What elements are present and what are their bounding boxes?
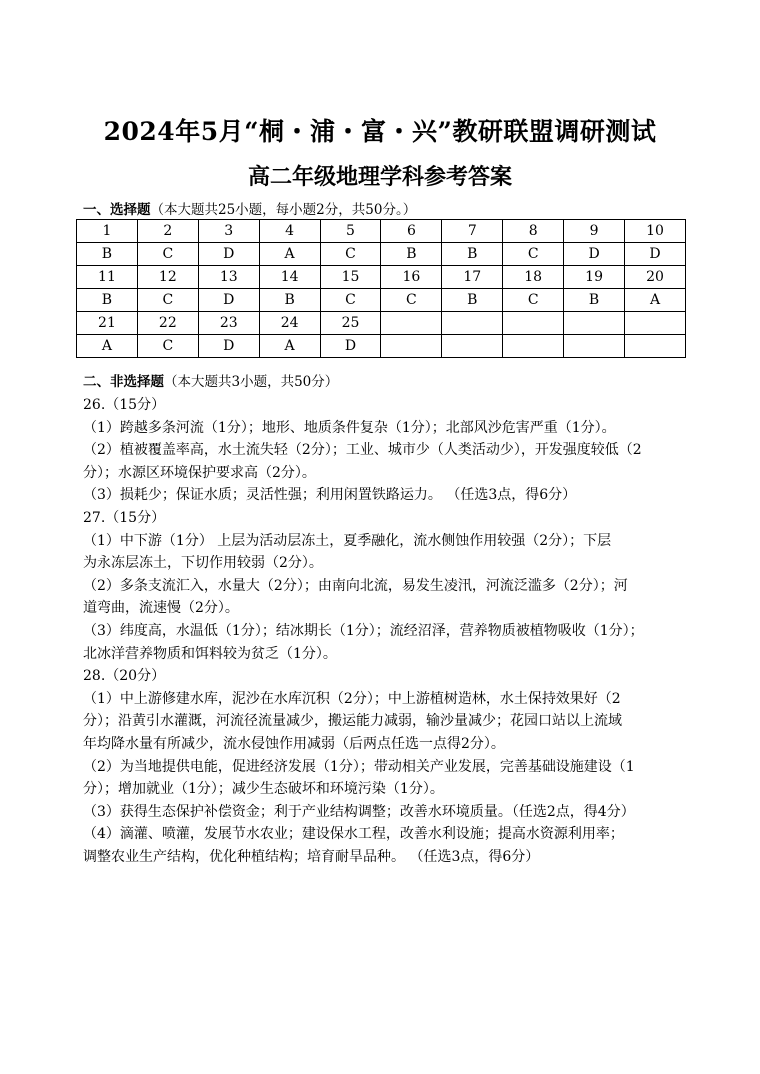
table-cell: C: [381, 289, 442, 312]
table-cell: 2: [137, 220, 198, 243]
table-cell: [381, 335, 442, 358]
table-cell: A: [625, 289, 686, 312]
table-cell: [503, 312, 564, 335]
answer-line: 27.（15分）: [83, 509, 166, 526]
table-cell: D: [198, 335, 259, 358]
table-cell: C: [137, 289, 198, 312]
table-row: [77, 312, 686, 335]
table-cell: D: [625, 243, 686, 266]
table-cell: C: [503, 289, 564, 312]
answer-line: 为永冻层冻土，下切作用较弱（2分）。: [83, 555, 323, 572]
table-cell: 14: [259, 266, 320, 289]
answer-line: （2）植被覆盖率高，水土流失轻（2分）；工业、城市少（人类活动少），开发强度较低（2: [83, 442, 642, 459]
table-cell: [503, 335, 564, 358]
table-cell: 15: [320, 266, 381, 289]
answer-line: 分）；水源区环境保护要求高（2分）。: [83, 464, 316, 481]
table-cell: [381, 312, 442, 335]
table-cell: 13: [198, 266, 259, 289]
table-row: [77, 289, 686, 312]
table-cell: 7: [442, 220, 503, 243]
answer-line: 道弯曲，流速慢（2分）。: [83, 600, 239, 617]
table-cell: 6: [381, 220, 442, 243]
table-cell: D: [564, 243, 625, 266]
table-cell: A: [77, 335, 138, 358]
table-row: [77, 335, 686, 358]
table-cell: [442, 335, 503, 358]
table-cell: C: [320, 289, 381, 312]
answer-line: 分）；增加就业（1分）；减少生态破坏和环境污染（1分）。: [83, 781, 444, 798]
answer-line: （1）中下游（1分） 上层为活动层冻土，夏季融化，流水侧蚀作用较强（2分）；下层: [83, 532, 612, 549]
table-cell: 11: [77, 266, 138, 289]
table-cell: [564, 312, 625, 335]
answer-line: （1）跨越多条河流（1分）；地形、地质条件复杂（1分）；北部风沙危害严重（1分）。: [83, 419, 616, 436]
table-cell: 18: [503, 266, 564, 289]
section-2-heading: [83, 370, 338, 390]
table-cell: C: [137, 243, 198, 266]
table-cell: 19: [564, 266, 625, 289]
table-cell: 1: [77, 220, 138, 243]
section-1-heading: [83, 198, 416, 218]
table-cell: B: [564, 289, 625, 312]
table-cell: 16: [381, 266, 442, 289]
section-2-note: （本大题共3小题，共50分）: [164, 374, 339, 390]
section-1-title: 一、选择题: [83, 202, 151, 218]
table-cell: 23: [198, 312, 259, 335]
answer-line: 年均降水量有所减少，流水侵蚀作用减弱（后两点任选一点得2分）。: [83, 735, 505, 752]
table-cell: 10: [625, 220, 686, 243]
table-cell: B: [442, 243, 503, 266]
table-cell: D: [198, 289, 259, 312]
table-cell: 5: [320, 220, 381, 243]
answer-line: 北冰洋营养物质和饵料较为贫乏（1分）。: [83, 645, 337, 662]
table-cell: 9: [564, 220, 625, 243]
table-cell: B: [77, 243, 138, 266]
answer-line: （3）纬度高，水温低（1分）；结冰期长（1分）；流经沼泽，营养物质被植物吸收（1分）；: [83, 622, 644, 639]
table-cell: [625, 312, 686, 335]
table-cell: 8: [503, 220, 564, 243]
answer-line: 调整农业生产结构，优化种植结构；培育耐旱品种。 （任选3点，得6分）: [83, 848, 540, 865]
table-row: [77, 266, 686, 289]
table-cell: 4: [259, 220, 320, 243]
answer-line: 分）；沿黄引水灌溉，河流径流量减少，搬运能力减弱，输沙量减少；花园口站以上流域: [83, 713, 622, 730]
table-cell: D: [198, 243, 259, 266]
table-cell: [564, 335, 625, 358]
answer-table: [76, 219, 686, 358]
table-cell: B: [381, 243, 442, 266]
answer-text: [83, 394, 683, 868]
table-cell: 3: [198, 220, 259, 243]
table-cell: 22: [137, 312, 198, 335]
table-cell: [442, 312, 503, 335]
table-cell: B: [259, 289, 320, 312]
section-2-title: 二、非选择题: [83, 374, 164, 390]
table-cell: B: [442, 289, 503, 312]
document-subtitle: 高二年级地理学科参考答案: [247, 164, 512, 190]
table-cell: C: [137, 335, 198, 358]
answer-line: （2）多条支流汇入，水量大（2分）；由南向北流，易发生凌汛，河流泛滥多（2分）；河: [83, 577, 628, 594]
answer-line: （2）为当地提供电能，促进经济发展（1分）；带动相关产业发展，完善基础设施建设（1: [83, 758, 635, 775]
document-title: 2024年5月“桐・浦・富・兴”教研联盟调研测试: [103, 117, 657, 146]
table-cell: A: [259, 335, 320, 358]
section-1-note: （本大题共25小题，每小题2分，共50分。）: [150, 202, 417, 218]
table-cell: C: [503, 243, 564, 266]
table-cell: 21: [77, 312, 138, 335]
answer-line: （4）滴灌、喷灌，发展节水农业；建设保水工程，改善水利设施；提高水资源利用率；: [83, 826, 624, 843]
answer-line: 28.（20分）: [83, 668, 166, 685]
table-cell: [625, 335, 686, 358]
table-row: [77, 220, 686, 243]
table-cell: C: [320, 243, 381, 266]
table-cell: 12: [137, 266, 198, 289]
table-cell: A: [259, 243, 320, 266]
answer-line: （3）损耗少；保证水质；灵活性强；利用闲置铁路运力。 （任选3点，得6分）: [83, 487, 577, 504]
table-cell: 20: [625, 266, 686, 289]
table-cell: B: [77, 289, 138, 312]
answer-line: （3）获得生态保护补偿资金；利于产业结构调整；改善水环境质量。（任选2点，得4分）: [83, 803, 635, 820]
table-cell: 24: [259, 312, 320, 335]
answer-line: （1）中上游修建水库，泥沙在水库沉积（2分）；中上游植树造林，水土保持效果好（2: [83, 690, 621, 707]
table-cell: 25: [320, 312, 381, 335]
table-cell: 17: [442, 266, 503, 289]
table-row: [77, 243, 686, 266]
table-cell: D: [320, 335, 381, 358]
answer-line: 26.（15分）: [83, 397, 166, 413]
